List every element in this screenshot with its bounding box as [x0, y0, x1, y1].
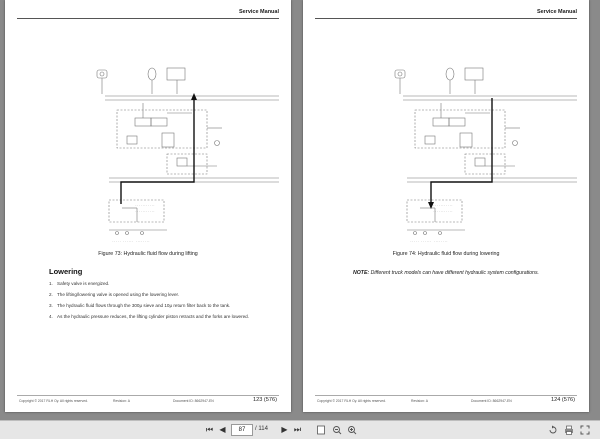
next-page-icon[interactable]: ▶ [281, 425, 288, 434]
footer-copyright: Copyright © 2017 RLH Oy. All rights reserved. [317, 399, 386, 403]
list-item [49, 292, 269, 298]
svg-text:..... ...... ........: ..... ...... ........ [112, 240, 150, 243]
step-text: The lifting/lowering valve is opened using the lowering lever. [57, 292, 180, 297]
footer-page-number: 123 (576) [253, 397, 277, 403]
svg-text:...........: ........... [433, 204, 453, 207]
hydraulic-diagram-lifting [17, 58, 279, 248]
prev-page-icon[interactable]: ◀ [219, 425, 226, 434]
header-rule [315, 18, 577, 19]
svg-text:...........: ........... [135, 210, 155, 213]
step-number: 1. [49, 281, 53, 286]
list-item [49, 314, 269, 320]
viewer-toolbar [0, 420, 600, 439]
svg-text:..... ...... ........: ..... ...... ........ [410, 240, 448, 243]
first-page-icon[interactable]: ⏮ [205, 425, 214, 434]
header-rule [17, 18, 279, 19]
document-page-right [303, 0, 589, 412]
step-number: 4. [49, 314, 53, 319]
note-label: NOTE: [353, 270, 370, 276]
list-item [49, 281, 269, 287]
fit-page-icon[interactable] [316, 425, 326, 435]
figure-caption: Figure 73: Hydraulic fluid flow during lifting [98, 251, 198, 257]
note-text [303, 270, 589, 276]
fullscreen-icon[interactable] [580, 425, 590, 435]
zoom-out-icon[interactable] [332, 425, 342, 435]
note-body: Different truck models can have different hydraulic system configurations. [370, 270, 539, 276]
page-header: Service Manual [238, 9, 279, 15]
footer-page-number: 124 (576) [551, 397, 575, 403]
last-page-icon[interactable]: ⏭ [293, 425, 302, 434]
footer-rule [315, 395, 577, 396]
hydraulic-diagram-lowering [315, 58, 577, 248]
footer-copyright: Copyright © 2017 RLH Oy. All rights reserved. [19, 399, 88, 403]
page-total: / 114 [255, 426, 268, 432]
footer-document-id: Document ID: 8662947-EN [471, 399, 512, 403]
list-item [49, 303, 269, 309]
figure-caption: Figure 74: Hydraulic fluid flow during lowering [392, 251, 500, 257]
step-number: 3. [49, 303, 53, 308]
footer-revision: Revision: A [113, 399, 130, 403]
document-page-left [5, 0, 291, 412]
footer-revision: Revision: A [411, 399, 428, 403]
step-text: As the hydraulic pressure reduces, the lifting cylinder piston retracts and the forks are lowered. [57, 314, 250, 319]
svg-text:...........: ........... [433, 210, 453, 213]
footer-document-id: Document ID: 8662947-EN [173, 399, 214, 403]
zoom-in-icon[interactable] [347, 425, 357, 435]
step-list [49, 281, 269, 325]
step-number: 2. [49, 292, 53, 297]
page-number-input[interactable] [231, 424, 253, 436]
footer-rule [17, 395, 279, 396]
svg-text:...........: ........... [135, 204, 155, 207]
section-title: Lowering [49, 267, 83, 276]
page-header: Service Manual [536, 9, 577, 15]
rotate-icon[interactable] [548, 425, 558, 435]
print-icon[interactable] [564, 425, 574, 435]
step-text: The hydraulic fluid flows through the 300μ sieve and 10μ return filter back to the tank. [57, 303, 231, 308]
step-text: Safety valve is energized. [57, 281, 110, 286]
